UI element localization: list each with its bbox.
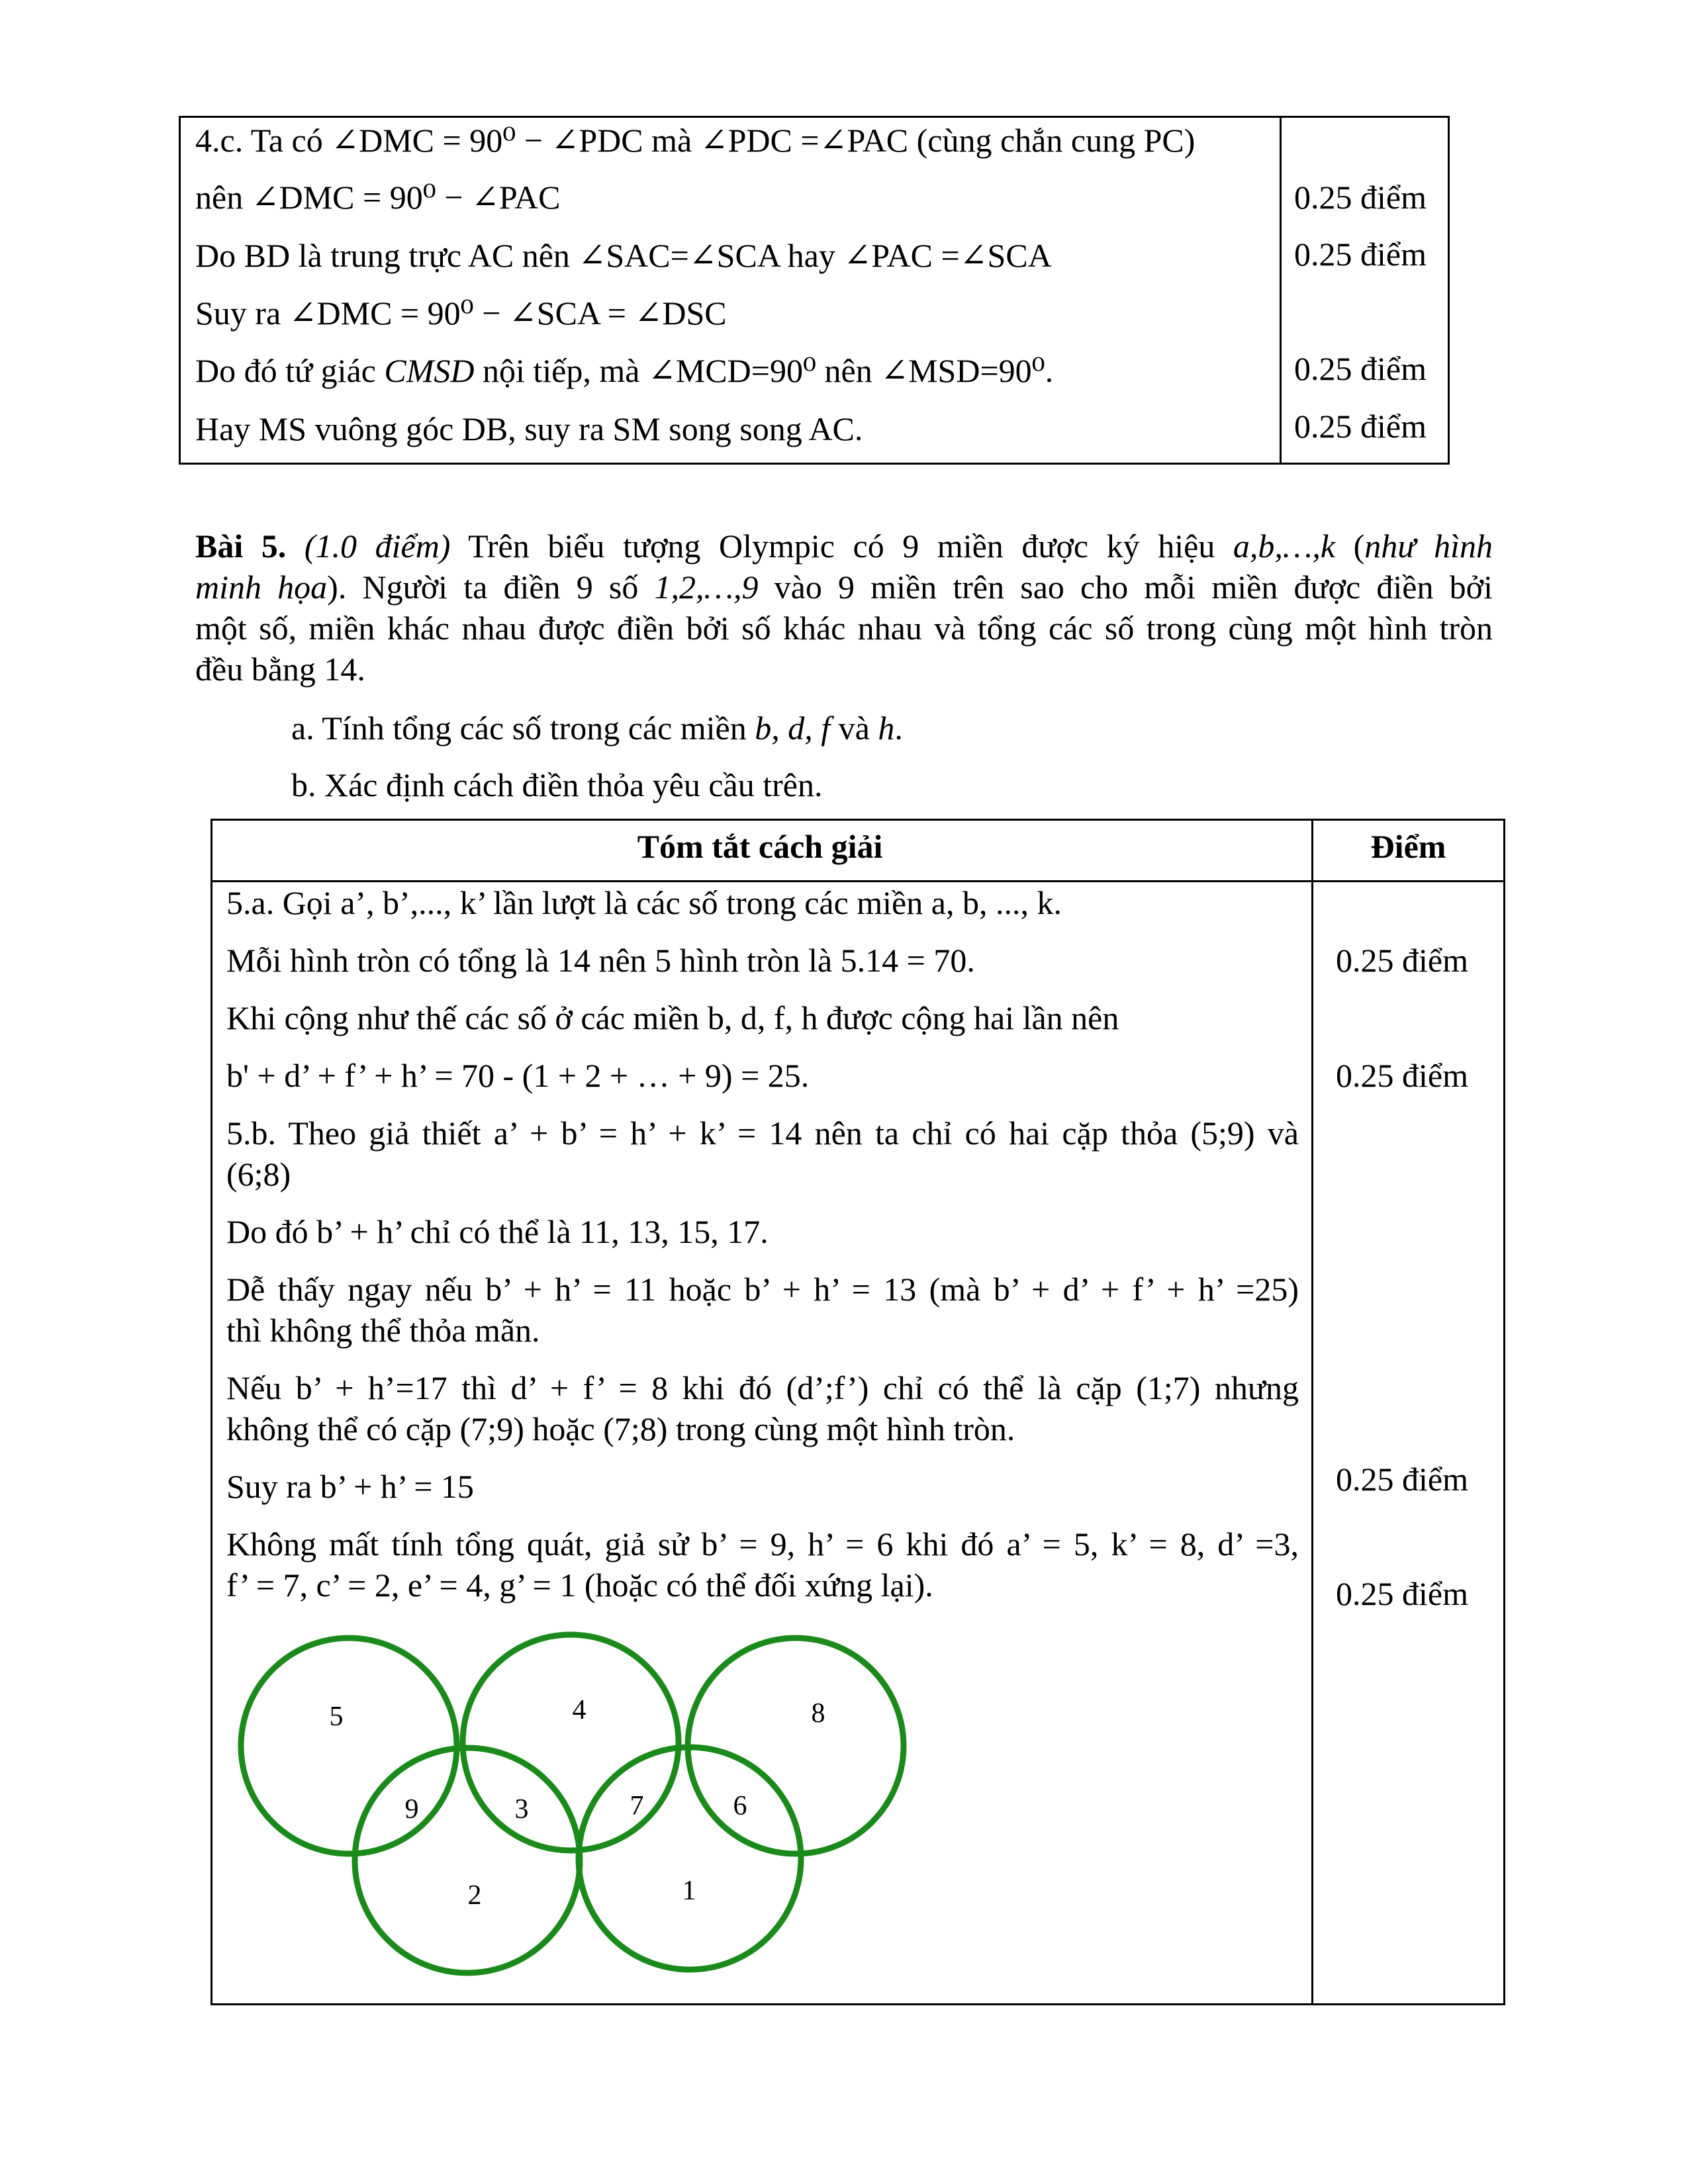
t1-points-3: 0.25 điểm bbox=[1294, 236, 1427, 273]
ring-bottom-right bbox=[579, 1747, 801, 1970]
t2-line-11: không thể có cặp (7;9) hoặc (7;8) trong cùng một hình tròn. bbox=[226, 1410, 1015, 1447]
header-points: Điểm bbox=[1370, 828, 1446, 865]
problem5-line-4: đều bằng 14. bbox=[195, 651, 365, 688]
region-c-number: 4 bbox=[572, 1695, 586, 1725]
problem5-question-a: a. Tính tổng các số trong các miền b, d, f và h. bbox=[291, 709, 903, 747]
t2-line-2: Mỗi hình tròn có tổng là 14 nên 5 hình tròn là 5.14 = 70. bbox=[226, 942, 975, 979]
t2-line-6: (6;8) bbox=[226, 1156, 291, 1193]
region-f-number: 7 bbox=[630, 1791, 644, 1821]
t2-line-8: Dễ thấy ngay nếu b’ + h’ = 11 hoặc b’ + h’ = 13 (mà b’ + d’ + f’ + h’ =25) bbox=[226, 1271, 1299, 1308]
problem5-line-2: minh họa). Người ta điền 9 số 1,2,…,9 vào 9 miền trên sao cho mỗi miền được điền bởi bbox=[195, 569, 1493, 606]
t1-points-2: 0.25 điểm bbox=[1294, 179, 1427, 216]
t2-points-2: 0.25 điểm bbox=[1336, 1057, 1468, 1094]
t1-row-5: Do đó tứ giác CMSD nội tiếp, mà ∠MCD=90⁰ nên ∠MSD=90⁰. bbox=[195, 352, 1054, 389]
t2-points-1: 0.25 điểm bbox=[1336, 942, 1468, 979]
region-k-number: 1 bbox=[682, 1876, 696, 1906]
t1-row-1: 4.c. Ta có ∠DMC = 90⁰ − ∠PDC mà ∠PDC =∠PAC (cùng chắn cung PC) bbox=[195, 122, 1196, 159]
header-solution: Tóm tắt cách giải bbox=[637, 828, 883, 865]
t2-line-13: Không mất tính tổng quát, giả sử b’ = 9, h’ = 6 khi đó a’ = 5, k’ = 8, d’ =3, bbox=[226, 1525, 1299, 1563]
t2-line-5: 5.b. Theo giả thiết a’ + b’ = h’ + k’ = 14 nên ta chỉ có hai cặp thỏa (5;9) và bbox=[226, 1115, 1299, 1152]
t1-row-6: Hay MS vuông góc DB, suy ra SM song song AC. bbox=[195, 410, 863, 447]
ring-top-left bbox=[241, 1638, 457, 1854]
region-h-number: 6 bbox=[733, 1791, 747, 1821]
t2-line-1: 5.a. Gọi a’, b’,..., k’ lần lượt là các số trong các miền a, b, ..., k. bbox=[226, 884, 1062, 921]
t1-points-6: 0.25 điểm bbox=[1294, 408, 1427, 445]
t2-line-10: Nếu b’ + h’=17 thì d’ + f’ = 8 khi đó (d’;f’) chỉ có thể là cặp (1;7) nhưng bbox=[226, 1369, 1299, 1406]
problem5-line-3: một số, miền khác nhau được điền bởi số khác nhau và tổng các số trong cùng một hình tròn bbox=[195, 610, 1493, 647]
t2-line-14: f’ = 7, c’ = 2, e’ = 4, g’ = 1 (hoặc có thể đối xứng lại). bbox=[226, 1567, 933, 1604]
t2-points-3: 0.25 điểm bbox=[1336, 1461, 1468, 1498]
problem5-line-1: Bài 5. (1.0 điểm) Trên biểu tượng Olympic có 9 miền được ký hiệu a,b,…,k (như hình bbox=[195, 527, 1493, 565]
t1-row-2: nên ∠DMC = 90⁰ − ∠PAC bbox=[195, 179, 561, 216]
region-d-number: 3 bbox=[514, 1794, 529, 1825]
t2-line-9: thì không thể thỏa mãn. bbox=[226, 1312, 540, 1349]
t2-line-7: Do đó b’ + h’ chỉ có thể là 11, 13, 15, 17. bbox=[226, 1213, 769, 1250]
t2-line-12: Suy ra b’ + h’ = 15 bbox=[226, 1468, 474, 1505]
t1-row-4: Suy ra ∠DMC = 90⁰ − ∠SCA = ∠DSC bbox=[195, 295, 727, 332]
region-a-number: 5 bbox=[329, 1702, 344, 1732]
region-b-number: 9 bbox=[404, 1794, 419, 1825]
region-e-number: 8 bbox=[811, 1698, 825, 1729]
t2-line-4: b' + d’ + f’ + h’ = 70 - (1 + 2 + … + 9) = 25. bbox=[226, 1057, 810, 1094]
t1-row-3: Do BD là trung trực AC nên ∠SAC=∠SCA hay ∠PAC =∠SCA bbox=[195, 237, 1052, 274]
t2-line-3: Khi cộng như thế các số ở các miền b, d, f, h được cộng hai lần nên bbox=[226, 999, 1119, 1036]
t2-points-4: 0.25 điểm bbox=[1336, 1575, 1468, 1612]
region-g-number: 2 bbox=[467, 1880, 482, 1911]
t1-points-5: 0.25 điểm bbox=[1294, 350, 1427, 387]
problem5-question-b: b. Xác định cách điền thỏa yêu cầu trên. bbox=[291, 766, 823, 803]
